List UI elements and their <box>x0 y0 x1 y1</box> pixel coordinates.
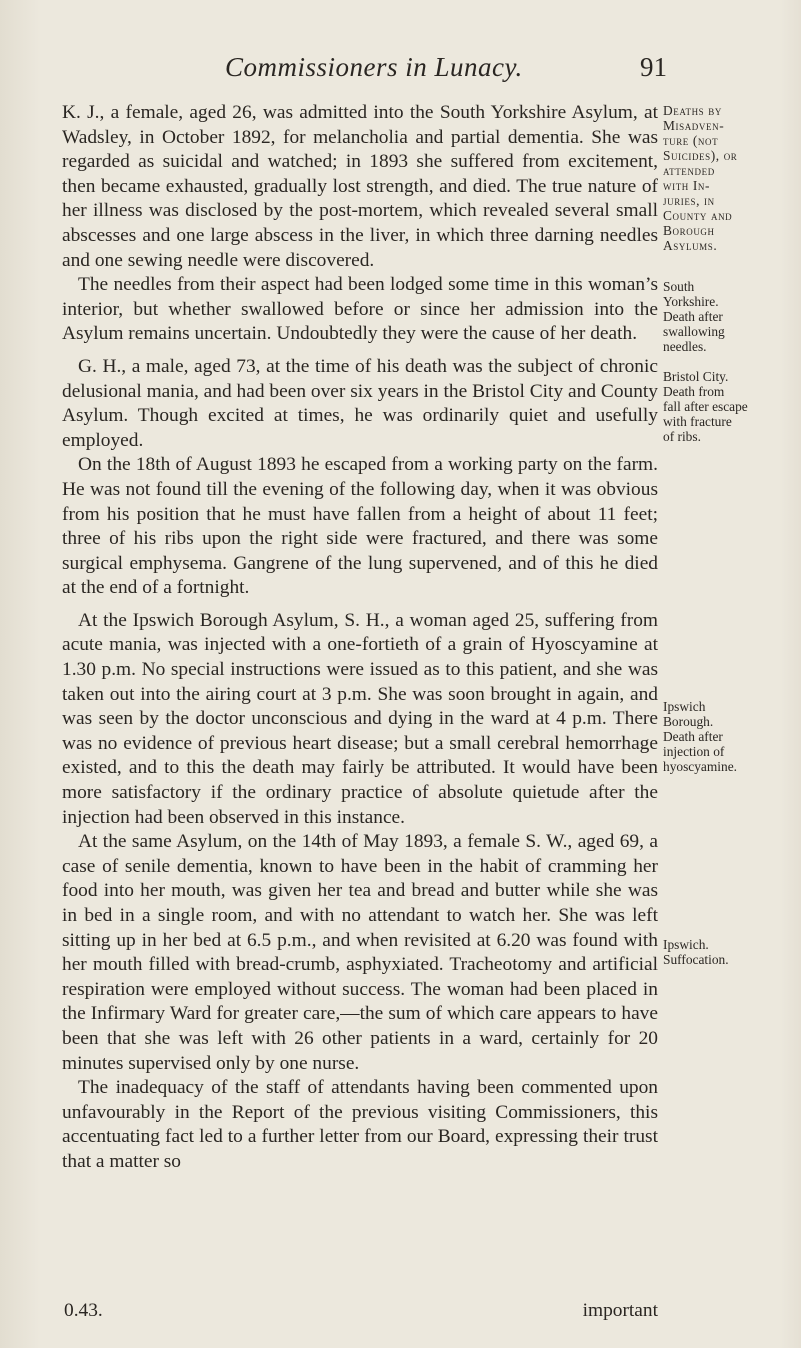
margin-line: ture (not <box>663 133 719 148</box>
margin-line: South <box>663 279 695 294</box>
paragraph-ipswich-hyoscyamine: At the Ipswich Borough Asylum, S. H., a woman aged 25, suffering from acute mania, was injected with a one-fortieth of a grain of Hyoscyamine at 1.30 p.m. No special instructions were issued as to this patient, and she was taken out into the airing court at 3 p.m. She was soon brought in again, and was seen by the doctor unconscious and dying in the ward at 4 p.m. There was no evidence of previous heart disease; but a small cerebral hemorrhage existed, and to this the death may fairly be attributed. It would have been more satisfactory if the ordinary practice of absolute quietude after the injection had been observed in this instance. <box>62 609 658 828</box>
margin-line: hyoscyamine. <box>663 759 738 774</box>
margin-line: needles. <box>663 339 707 354</box>
paragraph-inadequacy: The inadequacy of the staff of attendants having been commented upon unfavourably in the Report of the previous visiting Commissioners, this accentuating fact led to a further letter from our Board, expressing their trust that a matter so <box>62 1077 658 1172</box>
margin-line: fall after escape <box>663 399 748 414</box>
margin-line: Asylums. <box>663 238 718 253</box>
paragraph-bristol: G. H., a male, aged 73, at the time of his death was the subject of chronic delusional mania, and had been over six years in the Bristol City and County Asylum. Though excited at times, he was ordinarily quiet and usefully employed. <box>62 355 658 451</box>
margin-note-bristol <box>663 369 795 444</box>
signature-mark: 0.43. <box>64 1300 103 1321</box>
paragraph-needles: The needles from their aspect had been lodged some time in this woman’s interior, but whether swallowed before or since her admission into the Asylum remains uncertain. Undoubtedly they were the cause of her death. <box>62 274 658 345</box>
margin-line: Ipswich. <box>663 937 709 952</box>
margin-note-south-yorkshire <box>663 279 795 354</box>
paragraph-ipswich-suffocation: At the same Asylum, on the 14th of May 1893, a female S. W., aged 69, a case of senile dementia, known to have been in the habit of cramming her food into her mouth, was given her tea and bread and butter while she was in bed in a single room, and with no attendant to watch her. She was left sitting up in her bed at 6.5 p.m., and when revisited at 6.20 was found with her mouth filled with bread-crumb, asphyxiated. Tracheotomy and artificial respiration were employed without success. The woman had been placed in the Infirmary Ward for greater care,—the sum of which care appears to have been that she was left with 26 other patients in a ward, certainly for 20 minutes supervised only by one nurse. <box>62 831 658 1074</box>
margin-line: Suicides), or <box>663 148 738 163</box>
running-title: Commissioners in Lunacy. <box>225 52 523 82</box>
margin-line: Ipswich <box>663 699 706 714</box>
margin-line: Deaths by <box>663 103 722 118</box>
margin-line: Death after <box>663 729 723 744</box>
page-footer <box>62 1300 658 1326</box>
body-text <box>62 101 658 1175</box>
margin-line: Borough. <box>663 714 714 729</box>
margin-line: Suffocation. <box>663 952 729 967</box>
margin-line: of ribs. <box>663 429 701 444</box>
margin-line: Misadven- <box>663 118 725 133</box>
margin-note-ipswich-borough <box>663 699 795 774</box>
margin-line: Borough <box>663 223 715 238</box>
margin-line: juries, in <box>663 193 715 208</box>
page-header <box>0 52 801 88</box>
catchword: important <box>582 1300 658 1321</box>
margin-line: attended <box>663 163 715 178</box>
paragraph-south-yorkshire: K. J., a female, aged 26, was admitted into the South Yorkshire Asylum, at Wadsley, in October 1892, for melancholia and partial dementia. She was regarded as suicidal and watched; in 1893 she suffered from excitement, then became exhausted, gradually lost strength, and died. The true nature of her illness was disclosed by the post-mortem, which revealed several small abscesses and one large abscess in the liver, in which three darning needles and one sewing needle were discovered. <box>62 102 658 271</box>
margin-line: Death from <box>663 384 725 399</box>
margin-line: with In- <box>663 178 711 193</box>
margin-note-ipswich-suffocation <box>663 937 795 967</box>
margin-line: Yorkshire. <box>663 294 719 309</box>
page-number: 91 <box>640 52 667 82</box>
margin-line: injection of <box>663 744 725 759</box>
margin-note-section-heading <box>663 103 795 253</box>
margin-line: County and <box>663 208 733 223</box>
margin-line: Death after <box>663 309 723 324</box>
margin-line: with fracture <box>663 414 732 429</box>
paragraph-escape: On the 18th of August 1893 he escaped from a working party on the farm. He was not found till the evening of the following day, when it was obvious from his position that he must have fallen from a height of about 11 feet; three of his ribs upon the right side were fractured, and there was some surgical emphysema. Gangrene of the lung supervened, and of this he died at the end of a fortnight. <box>62 454 658 599</box>
margin-line: Bristol City. <box>663 369 729 384</box>
margin-line: swallowing <box>663 324 725 339</box>
